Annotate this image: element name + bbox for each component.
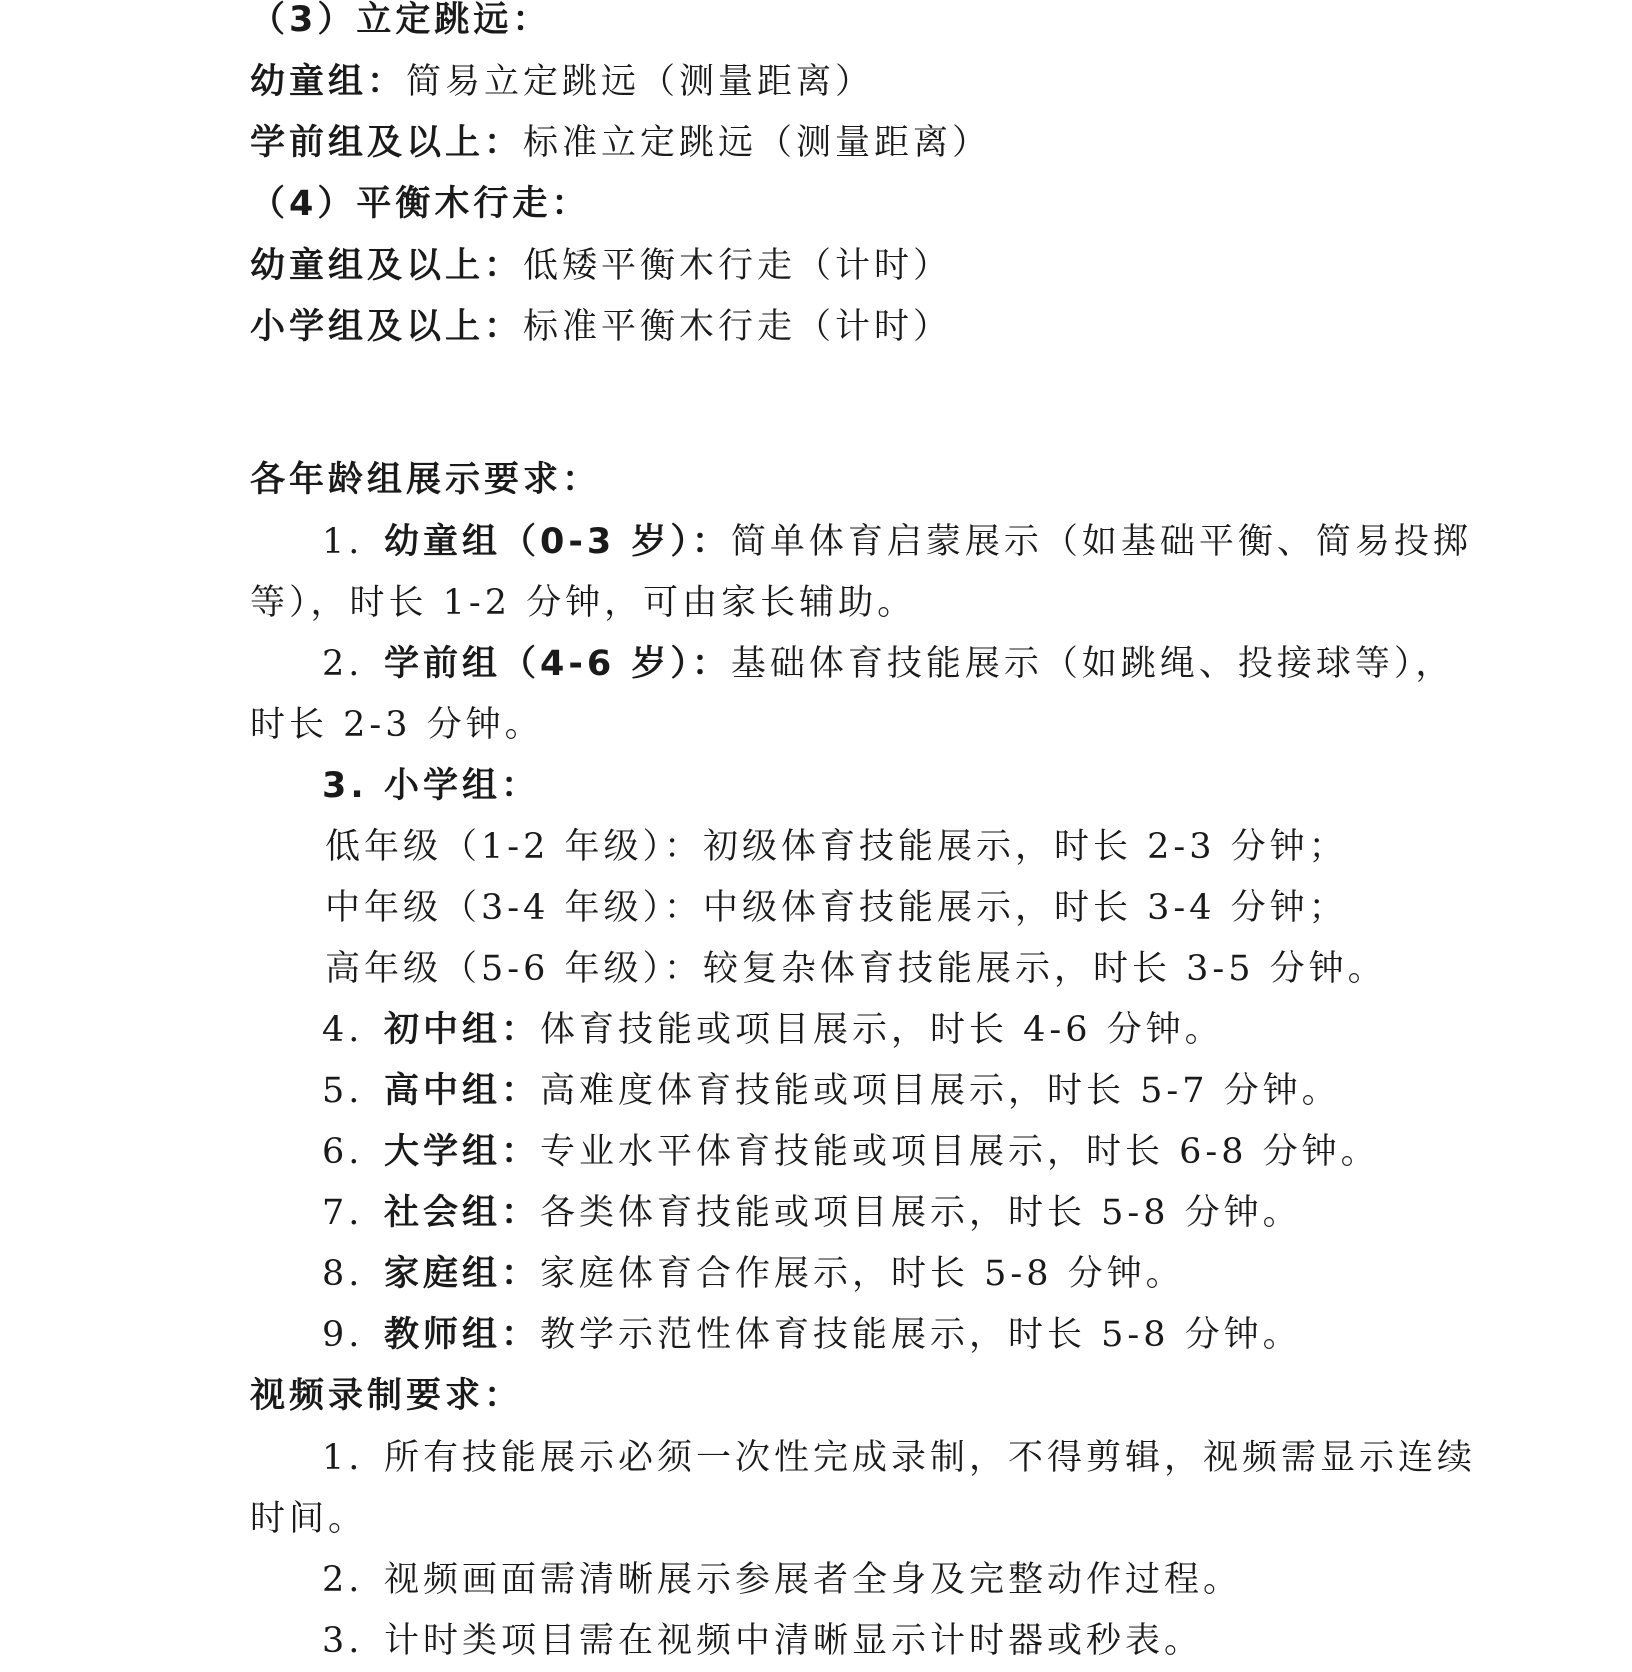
display-item-1-continuation: 等），时长 1-2 分钟，可由家长辅助。 xyxy=(250,583,917,623)
item-number: 1. xyxy=(322,522,364,562)
display-item-3 xyxy=(322,756,1502,816)
display-item-2 xyxy=(322,634,1502,694)
item-text: 家庭体育合作展示，时长 5-8 分钟。 xyxy=(540,1254,1185,1294)
item-number: 2. xyxy=(322,1560,364,1600)
display-item-6 xyxy=(322,1122,1502,1182)
primary-sub-low: 低年级（1-2 年级）：初级体育技能展示，时长 2-3 分钟； xyxy=(325,827,1348,867)
row-label: 幼童组及以上： xyxy=(250,246,524,286)
beam-heading: （4）平衡木行走： xyxy=(250,184,591,224)
item-number: 9. xyxy=(322,1315,364,1355)
item-number: 3. xyxy=(322,1621,364,1661)
item-number: 8. xyxy=(322,1254,364,1294)
item-number: 5. xyxy=(322,1071,364,1111)
beam-row-primary xyxy=(250,297,1430,357)
item-text: 高难度体育技能或项目展示，时长 5-7 分钟。 xyxy=(540,1071,1341,1111)
jump-row-toddler xyxy=(250,52,1430,112)
item-text: 专业水平体育技能或项目展示，时长 6-8 分钟。 xyxy=(540,1132,1380,1172)
item-label: 家庭组： xyxy=(384,1254,541,1294)
item-number: 3. xyxy=(322,766,368,806)
item-label: 大学组： xyxy=(384,1132,541,1172)
item-number: 2. xyxy=(322,644,364,684)
primary-sub-high: 高年级（5-6 年级）：较复杂体育技能展示，时长 3-5 分钟。 xyxy=(325,949,1387,989)
item-label: 社会组： xyxy=(384,1193,541,1233)
item-text: 基础体育技能展示（如跳绳、投接球等）， xyxy=(730,644,1455,684)
display-item-8 xyxy=(322,1244,1502,1304)
display-item-7 xyxy=(322,1183,1502,1243)
video-item-2 xyxy=(322,1550,1502,1610)
display-item-4 xyxy=(322,1000,1502,1060)
item-number: 7. xyxy=(322,1193,364,1233)
item-text: 视频画面需清晰展示参展者全身及完整动作过程。 xyxy=(384,1560,1243,1600)
row-label: 幼童组： xyxy=(250,62,407,102)
row-text: 标准平衡木行走（计时） xyxy=(523,307,953,347)
display-item-1 xyxy=(322,512,1502,572)
row-text: 简易立定跳远（测量距离） xyxy=(406,62,875,102)
item-text: 体育技能或项目展示，时长 4-6 分钟。 xyxy=(540,1010,1224,1050)
row-label: 学前组及以上： xyxy=(250,123,524,163)
beam-row-toddler xyxy=(250,236,1430,296)
item-text: 简单体育启蒙展示（如基础平衡、简易投掷 xyxy=(730,522,1472,562)
display-item-2-continuation: 时长 2-3 分钟。 xyxy=(250,705,544,745)
item-label: 高中组： xyxy=(384,1071,541,1111)
item-number: 1. xyxy=(322,1438,364,1478)
row-label: 小学组及以上： xyxy=(250,307,524,347)
video-item-3 xyxy=(322,1611,1502,1671)
item-label: 学前组（4-6 岁）： xyxy=(384,644,731,684)
item-text: 计时类项目需在视频中清晰显示计时器或秒表。 xyxy=(384,1621,1204,1661)
item-label: 初中组： xyxy=(384,1010,541,1050)
item-label: 幼童组（0-3 岁）： xyxy=(384,522,731,562)
item-number: 4. xyxy=(322,1010,364,1050)
item-text: 教学示范性体育技能展示，时长 5-8 分钟。 xyxy=(540,1315,1302,1355)
item-text: 各类体育技能或项目展示，时长 5-8 分钟。 xyxy=(540,1193,1302,1233)
display-item-9 xyxy=(322,1305,1502,1365)
primary-sub-mid: 中年级（3-4 年级）：中级体育技能展示，时长 3-4 分钟； xyxy=(325,888,1348,928)
display-requirements-heading: 各年龄组展示要求： xyxy=(250,460,602,500)
row-text: 低矮平衡木行走（计时） xyxy=(523,246,953,286)
item-text: 所有技能展示必须一次性完成录制，不得剪辑，视频需显示连续 xyxy=(384,1438,1477,1478)
item-number: 6. xyxy=(322,1132,364,1172)
display-item-5 xyxy=(322,1061,1502,1121)
row-text: 标准立定跳远（测量距离） xyxy=(523,123,992,163)
video-requirements-heading: 视频录制要求： xyxy=(250,1376,524,1416)
jump-heading: （3）立定跳远： xyxy=(250,0,552,40)
video-item-1-continuation: 时间。 xyxy=(250,1499,368,1539)
jump-row-preschool xyxy=(250,113,1430,173)
item-label: 教师组： xyxy=(384,1315,541,1355)
item-label: 小学组： xyxy=(384,766,541,806)
video-item-1 xyxy=(322,1428,1502,1488)
